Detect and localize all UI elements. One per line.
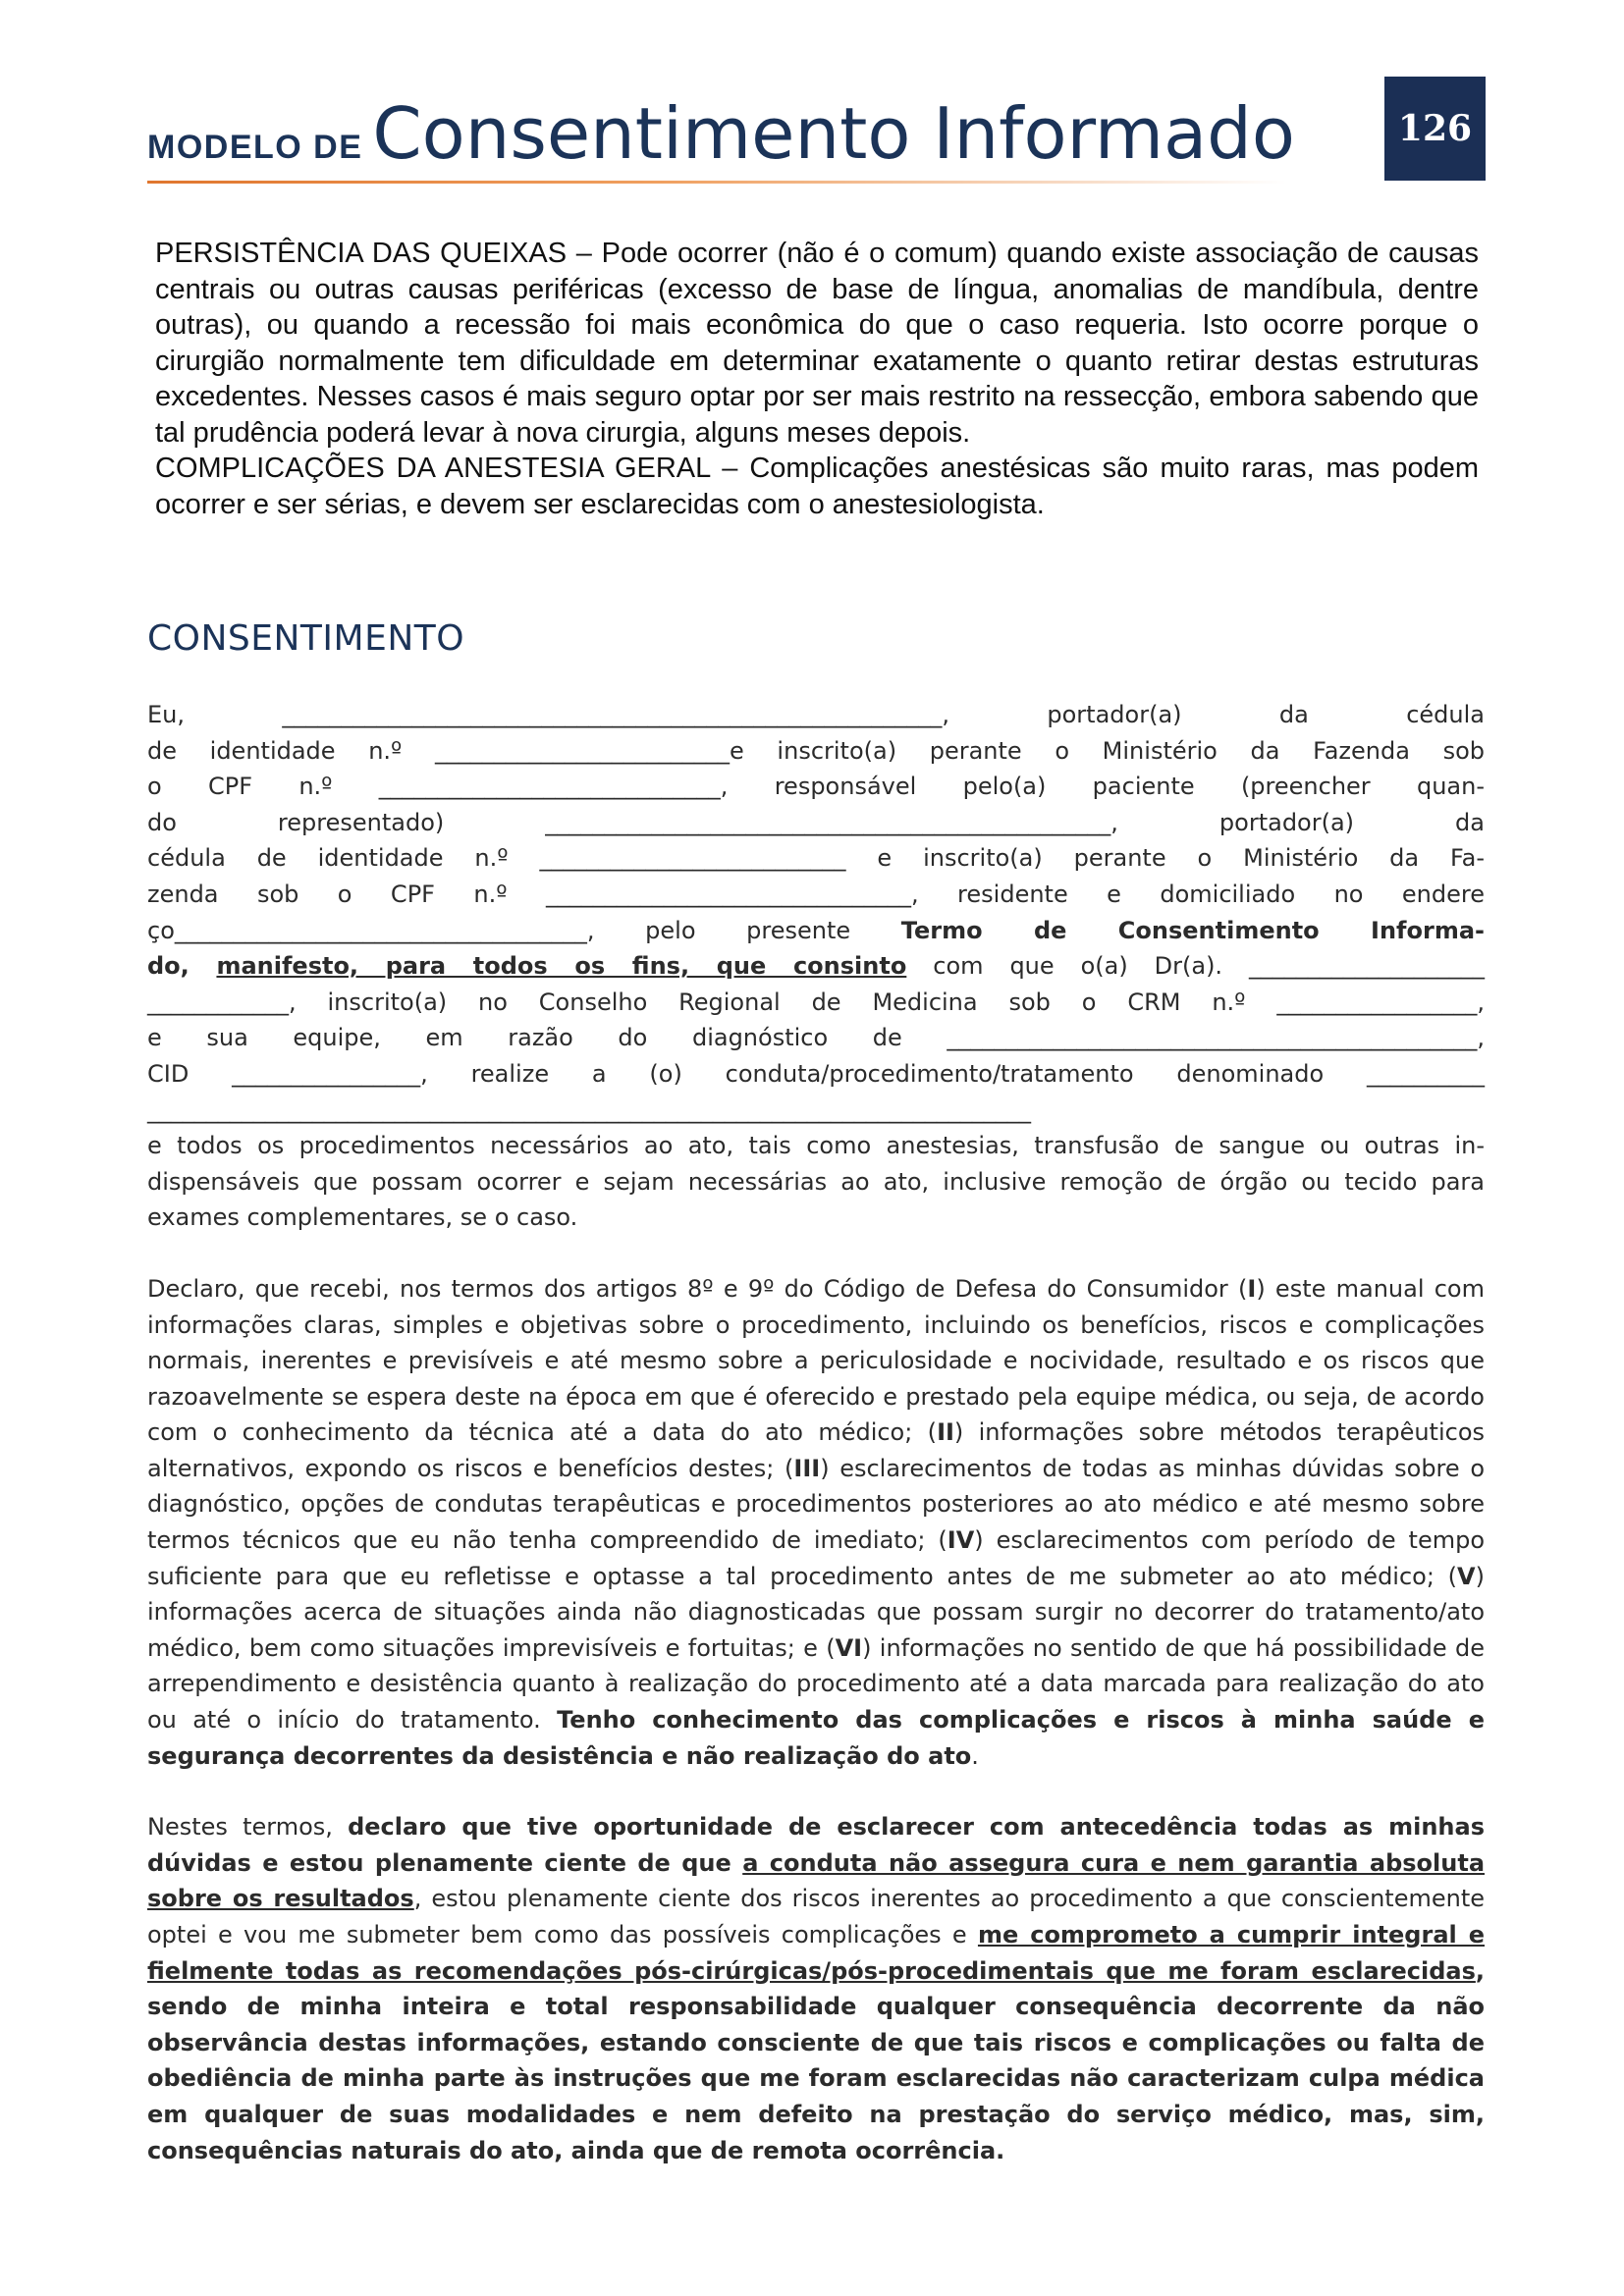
nestes-bold-statement: declaro que tive oportunidade de esclarecer com antecedência todas as minhas dúvidas e estou plenamente ciente de que [147,1813,1485,1877]
paragraph-gap [147,1774,1485,1809]
declaro-text: ) informações no sentido de que há possibilidade de arrependimento e desistência quanto à realização do procedimento até a data marcada para realização do ato ou até o início do tratamento. [147,1633,1486,1735]
page-header [147,77,1483,187]
consent-body [147,697,1485,2168]
form-text: ço___________________________________, pelo presente [147,916,901,944]
form-consent-statement: manifesto, para todos os fins, que consinto [216,952,907,981]
title-main: Consentimento Informado [372,92,1295,175]
form-line: e todos os procedimentos necessários ao ato, tais como anestesias, transfusão de sangue ou outras in- [147,1132,1485,1160]
intro-paragraph-anestesia: COMPLICAÇÕES DA ANESTESIA GERAL – Complicações anestésicas são muito raras, mas podem ocorrer e ser sérias, e devem ser esclarecidas com o anestesiologista. [155,453,1479,520]
intro-section [155,236,1479,522]
roman-numeral: VI [835,1633,863,1662]
nestes-paragraph [147,1809,1485,2168]
form-line: de identidade n.º _________________________e inscrito(a) perante o Ministério da Fazenda sob [147,736,1485,765]
declaro-bold-statement: Tenho conhecimento das complicações e riscos à minha saúde e segurança decorrentes da desistência e não realização do ato [147,1706,1485,1770]
title-prefix: MODELO DE [147,129,363,166]
form-text: com que o(a) Dr(a). ____________________ [906,952,1485,981]
form-term-title: Termo de Consentimento Informa- [900,916,1485,944]
form-term-title-end: do, [147,952,217,981]
declaro-text: ) informações acerca de situações ainda não diagnosticadas que possam surgir no decorrer do tratamento/ato médico, bem como situações imprevisíveis e fortuitas; e ( [147,1562,1485,1662]
declaro-text: ) esclarecimentos com período de tempo suficiente para que eu refletisse e optasse a tal procedimento antes de me submeter ao ato médico; ( [147,1526,1486,1590]
section-title: CONSENTIMENTO [147,618,465,659]
form-line: do representado) ________________________________________________, portador(a) da [147,808,1485,836]
roman-numeral: IV [947,1526,975,1555]
declaro-text: Declaro, que recebi, nos termos dos artigos 8º e 9º do Código de Defesa do Consumidor ( [147,1274,1248,1303]
form-line [147,913,1485,949]
nestes-underlined-statement: a conduta não assegura cura e nem garantia absoluta sobre os resultados [147,1848,1486,1913]
form-line: e sua equipe, em razão do diagnóstico de _____________________________________________, [147,1024,1485,1052]
form-line: zenda sob o CPF n.º _______________________________, residente e domiciliado no endere [147,880,1485,908]
page-number-badge: 126 [1384,77,1486,181]
document-title [147,92,1295,175]
declaro-text: ) informações sobre métodos terapêuticos alternativos, expondo os riscos e benefícios destes; ( [147,1418,1486,1482]
header-rule [147,181,1286,184]
roman-numeral: I [1247,1274,1257,1303]
paragraph-gap [147,1236,1485,1271]
form-line: ___________________________________________________________________________ [147,1095,1031,1124]
form-line: exames complementares, se o caso. [147,1203,578,1232]
form-line: CID ________________, realize a (o) conduta/procedimento/tratamento denominado __________ [147,1059,1485,1088]
form-line [147,948,1485,985]
form-line: dispensáveis que possam ocorrer e sejam necessárias ao ato, inclusive remoção de órgão ou tecido para [147,1167,1485,1196]
nestes-text: , estou plenamente ciente dos riscos inerentes ao procedimento a que conscientemente optei e vou me submeter bem como das possíveis complicações e [147,1885,1485,1949]
declaro-text: . [971,1741,979,1770]
nestes-bold-statement: , sendo de minha inteira e total responsabilidade qualquer consequência decorrente da não observância destas informações, estando consciente de que tais riscos e complicações ou falta de obediência de minha parte às instruções que me foram esclarecidas não caracterizam culpa médica em qualquer de suas modalidades e nem defeito na prestação do serviço médico, mas, sim, consequências naturais do ato, ainda que de remota ocorrência. [147,1956,1485,2164]
intro-paragraph-persistencia: PERSISTÊNCIA DAS QUEIXAS – Pode ocorrer (não é o comum) quando existe associação de causas centrais ou outras causas periféricas (excesso de base de língua, anomalias de mandíbula, dentre outras), ou quando a recessão foi mais econômica do que o caso requeria. Isto ocorre porque o cirurgião normalmente tem dificuldade em determinar exatamente o quanto retirar destas estruturas excedentes. Nesses casos é mais seguro optar por ser mais restrito na ressecção, embora sabendo que tal prudência poderá levar à nova cirurgia, alguns meses depois. [155,238,1479,449]
nestes-underlined-statement: me comprometo a cumprir integral e fielmente todas as recomendações pós-cirúrgicas/pós-procedimentais que me foram esclarecidas [147,1921,1486,1985]
declaro-text: ) este manual com informações claras, simples e objetivas sobre o procedimento, incluindo os benefícios, riscos e complicações normais, inerentes e previsíveis e até mesmo sobre a periculosidade e nocividade, resultado e os riscos que razoavelmente se espera deste na época em que é oferecido e prestado pela equipe médica, ou seja, de acordo com o conhecimento da técnica até a data do ato médico; ( [147,1274,1485,1447]
roman-numeral: III [793,1454,821,1482]
form-line: o CPF n.º _____________________________, responsável pelo(a) paciente (preencher quan- [147,773,1485,801]
roman-numeral: V [1457,1562,1476,1590]
nestes-text: Nestes termos, [147,1813,349,1842]
declaro-paragraph [147,1271,1485,1774]
form-line: cédula de identidade n.º __________________________ e inscrito(a) perante o Ministério da Fa- [147,844,1485,873]
form-line: ____________, inscrito(a) no Conselho Regional de Medicina sob o CRM n.º _________________, [147,988,1485,1016]
declaro-text: ) esclarecimentos de todas as minhas dúvidas sobre o diagnóstico, opções de condutas terapêuticas e procedimentos posteriores ao ato médico e até mesmo sobre termos técnicos que eu não tenha compreendido de imediato; ( [147,1454,1485,1555]
form-line: Eu, ________________________________________________________, portador(a) da cédula [147,701,1485,728]
roman-numeral: II [937,1418,954,1447]
